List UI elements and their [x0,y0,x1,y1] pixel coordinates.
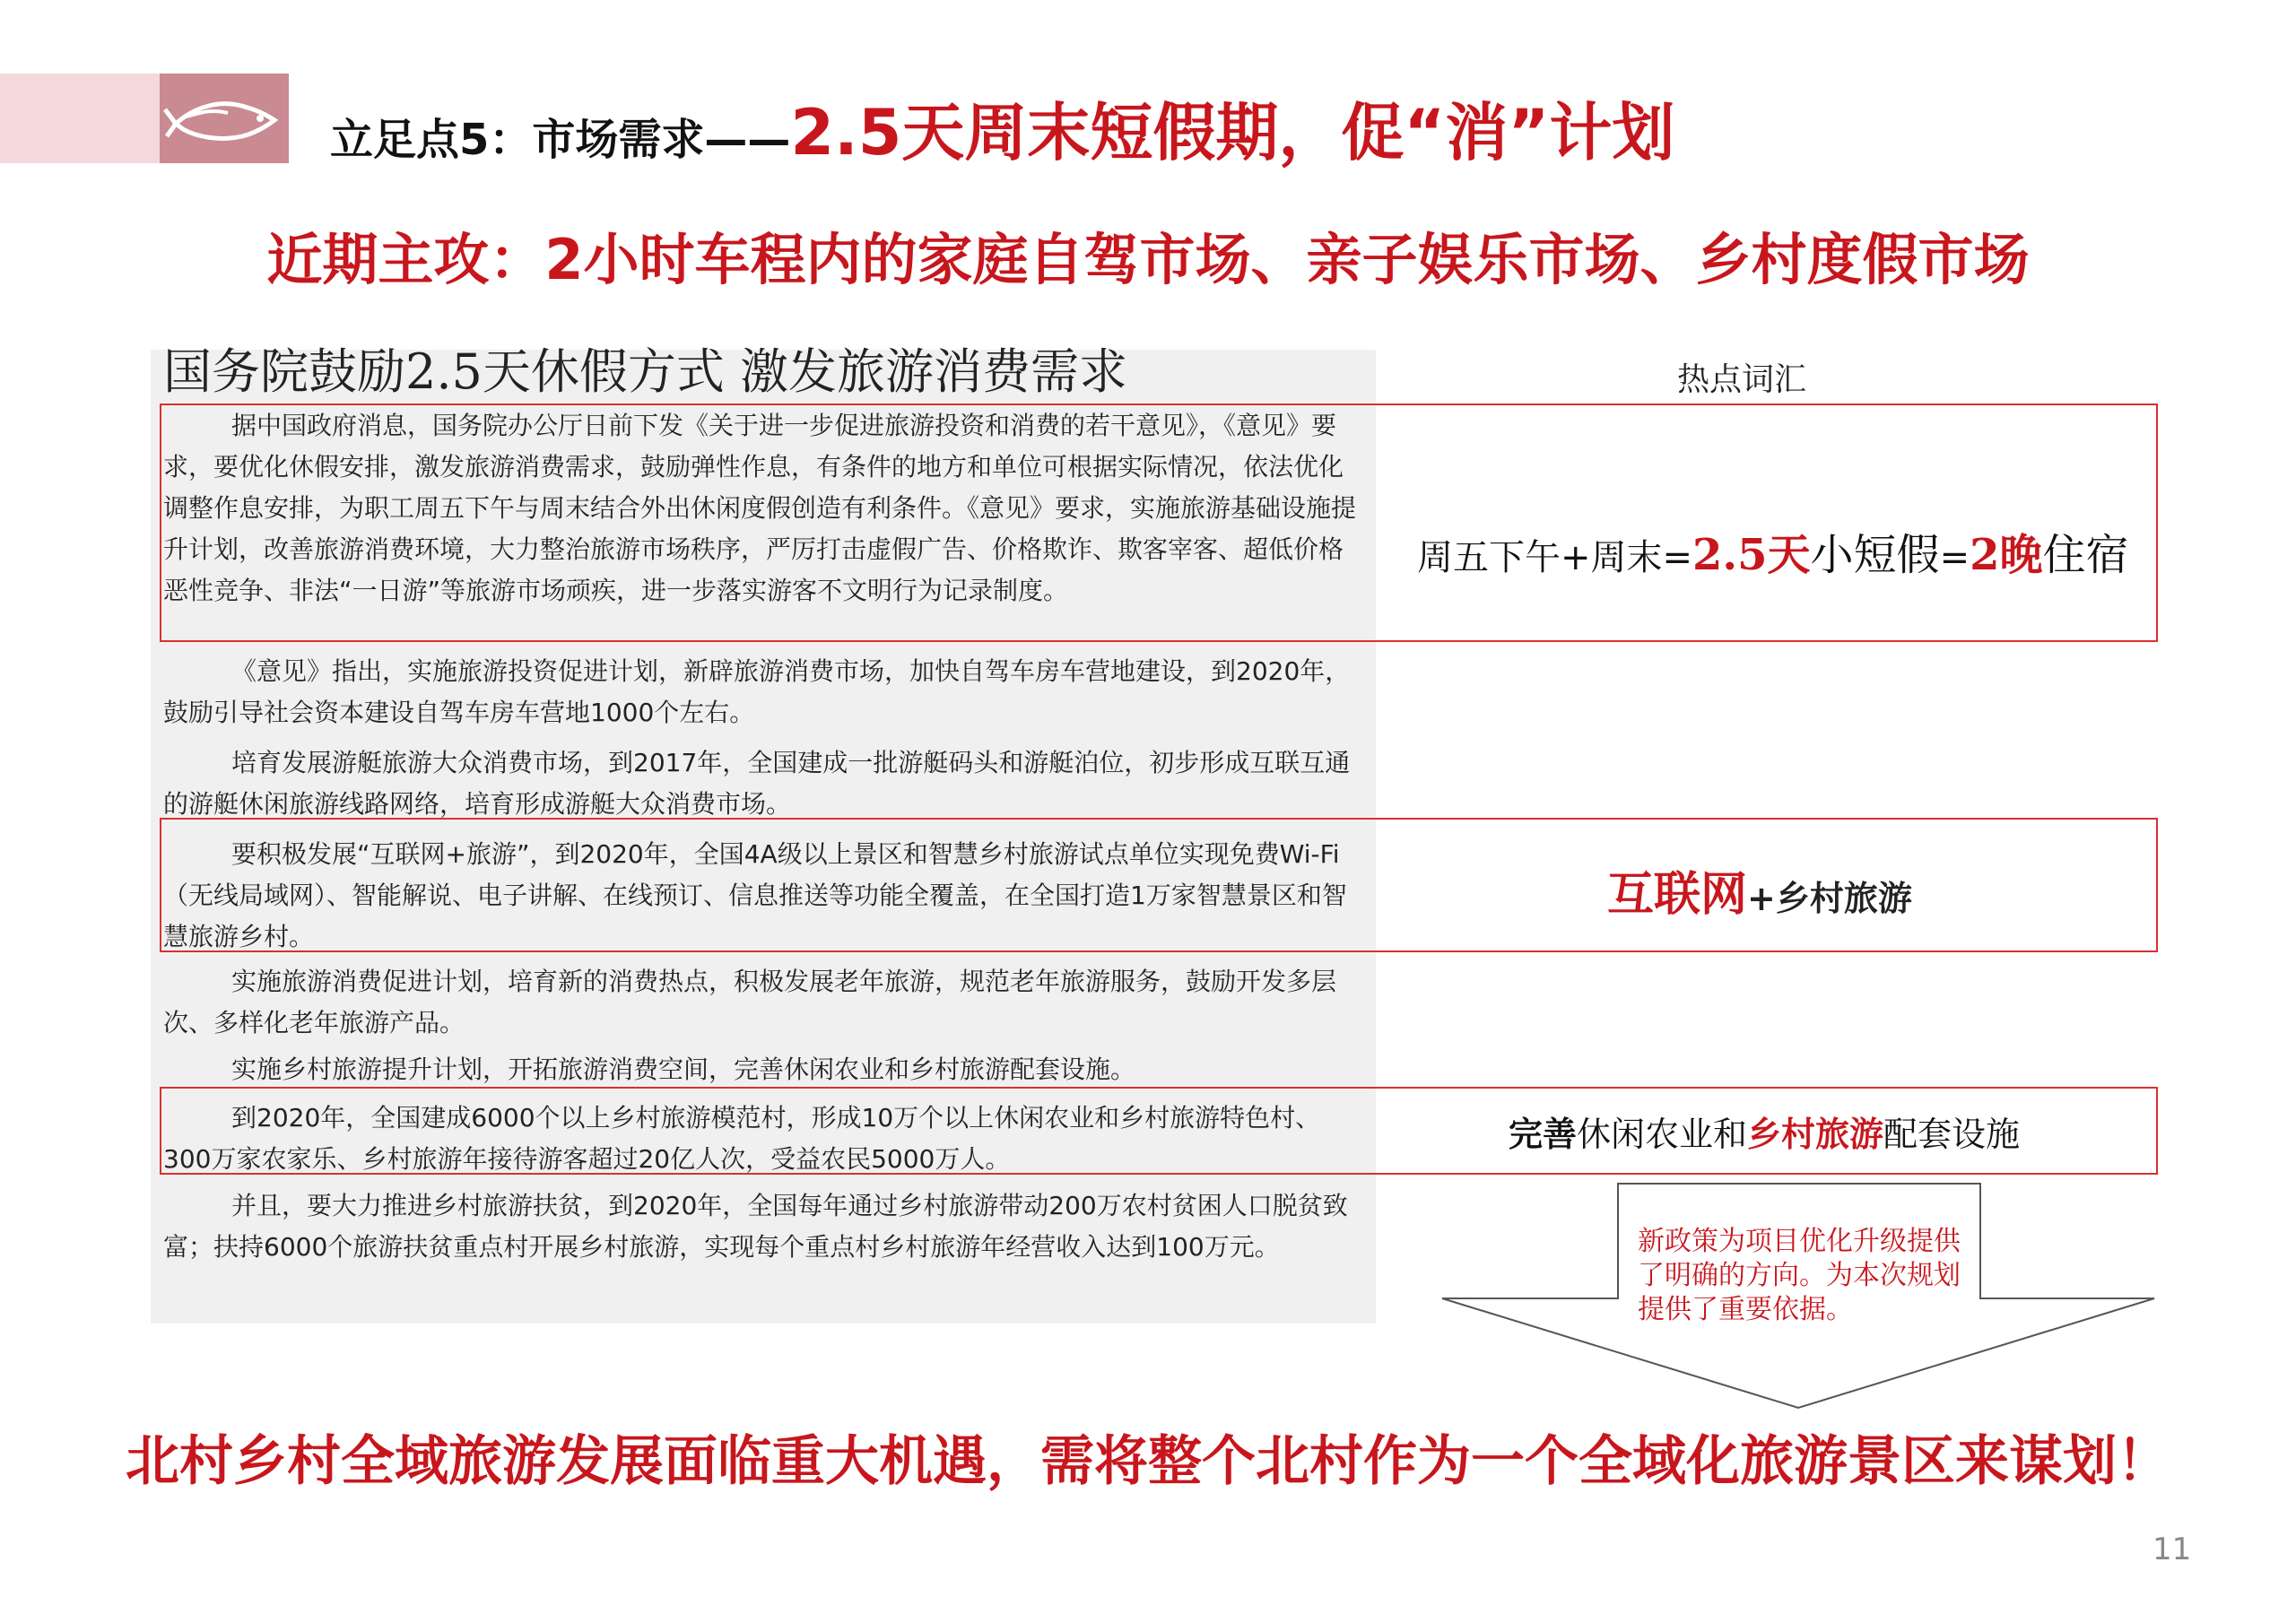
logo [160,74,289,163]
article-paragraph: 实施乡村旅游提升计划，开拓旅游消费空间，完善休闲农业和乡村旅游配套设施。 [231,1055,1136,1084]
article-paragraph: 《意见》指出，实施旅游投资促进计划，新辟旅游消费市场，加快自驾车房车营地建设，到2020年，鼓励引导社会资本建设自驾车房车营地1000个左右。 [163,656,1351,727]
article-paragraph: 到2020年，全国建成6000个以上乡村旅游模范村，形成10万个以上休闲农业和乡村旅游特色村、300万家农家乐、乡村旅游年接待游客超过20亿人次，受益农民5000万人。 [163,1103,1321,1174]
article-title: 国务院鼓励2.5天休假方式 激发旅游消费需求 [163,343,1128,400]
page-title-emphasis: 2.5天周末短假期，促“消”计划 [790,96,1675,169]
hot-words-title: 热点词汇 [1677,361,1807,398]
keyword-text: 完善 [1509,1115,1578,1154]
keyword-text: 住宿 [2042,530,2129,580]
article-paragraph: 培育发展游艇旅游大众消费市场，到2017年，全国建成一批游艇码头和游艇泊位，初步形成互联互通的游艇休闲旅游线路网络，培育形成游艇大众消费市场。 [163,748,1351,819]
header-accent-band [0,74,160,163]
keyword-emphasis: 2晚 [1970,530,2043,580]
subtitle: 近期主攻：2小时车程内的家庭自驾市场、亲子娱乐市场、乡村度假市场 [266,227,2030,292]
article-paragraph: 实施旅游消费促进计划，培育新的消费热点，积极发展老年旅游，规范老年旅游服务，鼓励开发多层次、多样化老年旅游产品。 [163,967,1337,1037]
keyword-internet-rural [1607,856,1912,924]
conclusion-text: 北村乡村全域旅游发展面临重大机遇，需将整个北村作为一个全域化旅游景区来谋划！ [126,1430,2170,1493]
callout-text: 新政策为项目优化升级提供了明确的方向。为本次规划提供了重要依据。 [1638,1226,1961,1325]
page-title [330,82,1675,169]
article-paragraph: 并且，要大力推进乡村旅游扶贫，到2020年，全国每年通过乡村旅游带动200万农村贫困人口脱贫致富；扶持6000个旅游扶贫重点村开展乡村旅游，实现每个重点村乡村旅游年经营收入达到100万元。 [163,1191,1348,1262]
article-paragraph: 要积极发展“互联网+旅游”，到2020年，全国4A级以上景区和智慧乡村旅游试点单位实现免费Wi-Fi（无线局域网）、智能解说、电子讲解、在线预订、信息推送等功能全覆盖，在全国打造1万家智慧景区和智慧旅游乡村。 [163,839,1347,951]
page-title-prefix: 立足点5：市场需求—— [330,115,791,165]
keyword-text: +乡村旅游 [1747,879,1912,918]
keyword-facilities [1509,1107,2020,1156]
keyword-emphasis: 互联网 [1607,868,1748,922]
article-paragraph: 据中国政府消息，国务院办公厅日前下发《关于进一步促进旅游投资和消费的若干意见》，《意见》要求，要优化休假安排，激发旅游消费需求，鼓励弹性作息，有条件的地方和单位可根据实际情况，依法优化调整作息安排，为职工周五下午与周末结合外出休闲度假创造有利条件。《意见》要求，实施旅游基础设施提升计划，改善旅游消费环境，大力整治旅游市场秩序，严厉打击虚假广告、价格欺诈、欺客宰客、超低价格恶性竞争、非法“一日游”等旅游市场顽疾，进一步落实游客不文明行为记录制度。 [163,411,1357,605]
keyword-text: 小短假 [1810,530,1940,580]
keyword-text: 休闲农业和 [1577,1115,1748,1154]
keyword-text: 周五下午+周末= [1417,537,1693,578]
page-number: 11 [2152,1532,2192,1567]
keyword-text: 配套设施 [1883,1115,2021,1154]
fish-icon [160,74,289,163]
keyword-emphasis: 乡村旅游 [1747,1115,1884,1154]
keyword-short-holiday [1417,520,2129,582]
keyword-emphasis: 2.5天 [1692,530,1811,580]
keyword-text: = [1939,537,1970,578]
